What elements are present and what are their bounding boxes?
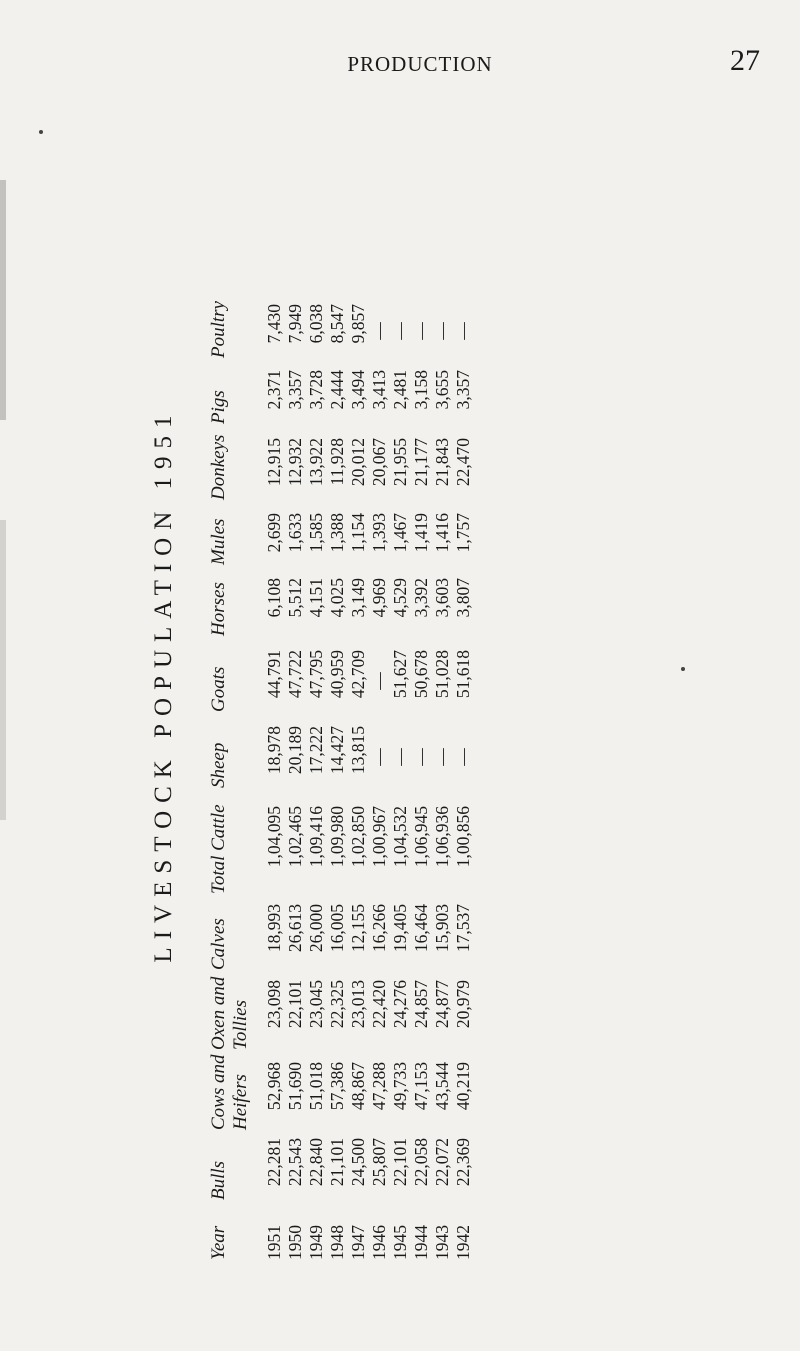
cell-pigs: 3,357 — [453, 370, 473, 410]
cell-horses: 3,603 — [432, 578, 452, 618]
cell-year: 1942 — [453, 1225, 473, 1260]
cell-cows: 49,733 — [390, 1062, 410, 1111]
column-header-mules: Mules — [208, 518, 229, 565]
cell-goats: — — [369, 672, 389, 690]
cell-cattle: 1,09,980 — [327, 806, 347, 868]
table-row — [285, 110, 306, 1260]
cell-calves: 26,613 — [285, 904, 305, 953]
cell-year: 1949 — [306, 1225, 326, 1260]
cell-calves: 17,537 — [453, 904, 473, 953]
table-row — [432, 110, 453, 1260]
running-header: PRODUCTION — [347, 52, 493, 76]
cell-poultry: — — [390, 322, 410, 340]
cell-calves: 15,903 — [432, 904, 452, 953]
cell-cows: 47,153 — [411, 1062, 431, 1111]
column-header-cows: Cows and Heifers — [208, 1054, 251, 1130]
cell-cows: 52,968 — [264, 1062, 284, 1111]
cell-donkeys: 22,470 — [453, 438, 473, 487]
cell-oxen: 24,877 — [432, 980, 452, 1029]
cell-horses: 3,149 — [348, 578, 368, 618]
cell-horses: 6,108 — [264, 578, 284, 618]
cell-year: 1946 — [369, 1225, 389, 1260]
cell-mules: 1,585 — [306, 513, 326, 553]
cell-poultry: 7,430 — [264, 304, 284, 344]
cell-pigs: 3,494 — [348, 370, 368, 410]
cell-year: 1944 — [411, 1225, 431, 1260]
cell-cattle: 1,00,967 — [369, 806, 389, 868]
cell-sheep: 13,815 — [348, 726, 368, 775]
cell-year: 1951 — [264, 1225, 284, 1260]
cell-calves: 16,464 — [411, 904, 431, 953]
cell-horses: 3,807 — [453, 578, 473, 618]
cell-sheep: — — [369, 748, 389, 766]
cell-cattle: 1,04,095 — [264, 806, 284, 868]
cell-donkeys: 21,955 — [390, 438, 410, 487]
cell-cattle: 1,02,465 — [285, 806, 305, 868]
column-header-sheep: Sheep — [208, 742, 229, 788]
cell-poultry: 8,547 — [327, 304, 347, 344]
cell-cattle: 1,02,850 — [348, 806, 368, 868]
cell-mules: 1,633 — [285, 513, 305, 553]
cell-sheep: 18,978 — [264, 726, 284, 775]
cell-bulls: 22,543 — [285, 1138, 305, 1187]
column-header-donkeys: Donkeys — [208, 434, 229, 500]
cell-oxen: 20,979 — [453, 980, 473, 1029]
cell-cows: 57,386 — [327, 1062, 347, 1111]
cell-mules: 1,393 — [369, 513, 389, 553]
cell-bulls: 22,840 — [306, 1138, 326, 1187]
cell-goats: 50,678 — [411, 650, 431, 699]
cell-year: 1950 — [285, 1225, 305, 1260]
cell-pigs: 2,481 — [390, 370, 410, 410]
cell-goats: 47,722 — [285, 650, 305, 699]
cell-pigs: 2,371 — [264, 370, 284, 410]
cell-cattle: 1,06,945 — [411, 806, 431, 868]
cell-donkeys: 21,843 — [432, 438, 452, 487]
cell-horses: 4,151 — [306, 578, 326, 618]
cell-bulls: 22,058 — [411, 1138, 431, 1187]
cell-calves: 19,405 — [390, 904, 410, 953]
cell-horses: 4,025 — [327, 578, 347, 618]
cell-poultry: 7,949 — [285, 304, 305, 344]
cell-horses: 4,529 — [390, 578, 410, 618]
cell-pigs: 3,413 — [369, 370, 389, 410]
cell-horses: 3,392 — [411, 578, 431, 618]
cell-cattle: 1,04,532 — [390, 806, 410, 868]
cell-sheep: — — [390, 748, 410, 766]
table-row — [348, 110, 369, 1260]
cell-pigs: 3,158 — [411, 370, 431, 410]
table-body — [264, 110, 474, 1260]
cell-goats: 51,618 — [453, 650, 473, 699]
rotated-table-block — [150, 110, 473, 1260]
cell-oxen: 22,101 — [285, 980, 305, 1029]
cell-poultry: — — [453, 322, 473, 340]
table-row — [390, 110, 411, 1260]
cell-cattle: 1,00,856 — [453, 806, 473, 868]
cell-poultry: — — [411, 322, 431, 340]
cell-mules: 1,757 — [453, 513, 473, 553]
column-header-poultry: Poultry — [208, 301, 229, 358]
table-row — [369, 110, 390, 1260]
cell-cows: 51,690 — [285, 1062, 305, 1111]
table-title: LIVESTOCK POPULATION 1951 — [150, 407, 177, 963]
cell-calves: 16,266 — [369, 904, 389, 953]
scan-edge-shadow — [0, 180, 6, 420]
cell-donkeys: 12,915 — [264, 438, 284, 487]
cell-mules: 1,388 — [327, 513, 347, 553]
cell-bulls: 21,101 — [327, 1138, 347, 1187]
cell-oxen: 24,276 — [390, 980, 410, 1029]
cell-bulls: 22,281 — [264, 1138, 284, 1187]
cell-horses: 5,512 — [285, 578, 305, 618]
cell-pigs: 2,444 — [327, 370, 347, 410]
cell-calves: 16,005 — [327, 904, 347, 953]
table-row — [306, 110, 327, 1260]
cell-calves: 12,155 — [348, 904, 368, 953]
column-header-calves: Calves — [208, 918, 229, 970]
cell-year: 1947 — [348, 1225, 368, 1260]
cell-pigs: 3,728 — [306, 370, 326, 410]
cell-bulls: 22,369 — [453, 1138, 473, 1187]
table-row — [327, 110, 348, 1260]
table-row — [453, 110, 474, 1260]
scan-edge-shadow — [0, 520, 6, 820]
cell-bulls: 22,072 — [432, 1138, 452, 1187]
cell-sheep: — — [411, 748, 431, 766]
column-header-year: Year — [208, 1225, 229, 1260]
column-header-pigs: Pigs — [208, 390, 229, 424]
cell-sheep: — — [453, 748, 473, 766]
cell-donkeys: 20,067 — [369, 438, 389, 487]
cell-pigs: 3,357 — [285, 370, 305, 410]
cell-mules: 2,699 — [264, 513, 284, 553]
cell-bulls: 24,500 — [348, 1138, 368, 1187]
cell-bulls: 22,101 — [390, 1138, 410, 1187]
cell-sheep: 20,189 — [285, 726, 305, 775]
cell-oxen: 22,325 — [327, 980, 347, 1029]
cell-sheep: — — [432, 748, 452, 766]
scan-speck — [39, 130, 43, 134]
cell-mules: 1,416 — [432, 513, 452, 553]
cell-mules: 1,467 — [390, 513, 410, 553]
cell-bulls: 25,807 — [369, 1138, 389, 1187]
cell-poultry: 6,038 — [306, 304, 326, 344]
cell-cows: 47,288 — [369, 1062, 389, 1111]
cell-cows: 43,544 — [432, 1062, 452, 1111]
cell-poultry: — — [369, 322, 389, 340]
cell-sheep: 14,427 — [327, 726, 347, 775]
cell-poultry: 9,857 — [348, 304, 368, 344]
cell-goats: 42,709 — [348, 650, 368, 699]
cell-cows: 51,018 — [306, 1062, 326, 1111]
cell-oxen: 22,420 — [369, 980, 389, 1029]
cell-poultry: — — [432, 322, 452, 340]
cell-goats: 44,791 — [264, 650, 284, 699]
cell-mules: 1,154 — [348, 513, 368, 553]
cell-cows: 40,219 — [453, 1062, 473, 1111]
table-row — [411, 110, 432, 1260]
cell-oxen: 23,045 — [306, 980, 326, 1029]
cell-year: 1943 — [432, 1225, 452, 1260]
cell-donkeys: 12,932 — [285, 438, 305, 487]
column-header-cattle: Total Cattle — [208, 804, 229, 894]
livestock-table — [208, 110, 474, 1260]
cell-year: 1948 — [327, 1225, 347, 1260]
cell-mules: 1,419 — [411, 513, 431, 553]
cell-cows: 48,867 — [348, 1062, 368, 1111]
cell-donkeys: 11,928 — [327, 438, 347, 486]
cell-donkeys: 13,922 — [306, 438, 326, 487]
cell-calves: 26,000 — [306, 904, 326, 953]
cell-oxen: 23,098 — [264, 980, 284, 1029]
cell-goats: 47,795 — [306, 650, 326, 699]
cell-goats: 40,959 — [327, 650, 347, 699]
cell-pigs: 3,655 — [432, 370, 452, 410]
cell-donkeys: 21,177 — [411, 438, 431, 487]
column-header-horses: Horses — [208, 582, 229, 636]
cell-goats: 51,028 — [432, 650, 452, 699]
table-header-row — [208, 110, 256, 1260]
cell-calves: 18,993 — [264, 904, 284, 953]
column-header-goats: Goats — [208, 666, 229, 712]
table-row — [264, 110, 285, 1260]
cell-cattle: 1,09,416 — [306, 806, 326, 868]
cell-oxen: 23,013 — [348, 980, 368, 1029]
cell-sheep: 17,222 — [306, 726, 326, 775]
cell-year: 1945 — [390, 1225, 410, 1260]
column-header-oxen: Oxen and Tollies — [208, 976, 251, 1050]
column-header-bulls: Bulls — [208, 1160, 229, 1200]
cell-goats: 51,627 — [390, 650, 410, 699]
cell-oxen: 24,857 — [411, 980, 431, 1029]
cell-donkeys: 20,012 — [348, 438, 368, 487]
page-number: 27 — [730, 44, 760, 77]
cell-horses: 4,969 — [369, 578, 389, 618]
scan-speck — [681, 667, 685, 671]
cell-cattle: 1,06,936 — [432, 806, 452, 868]
